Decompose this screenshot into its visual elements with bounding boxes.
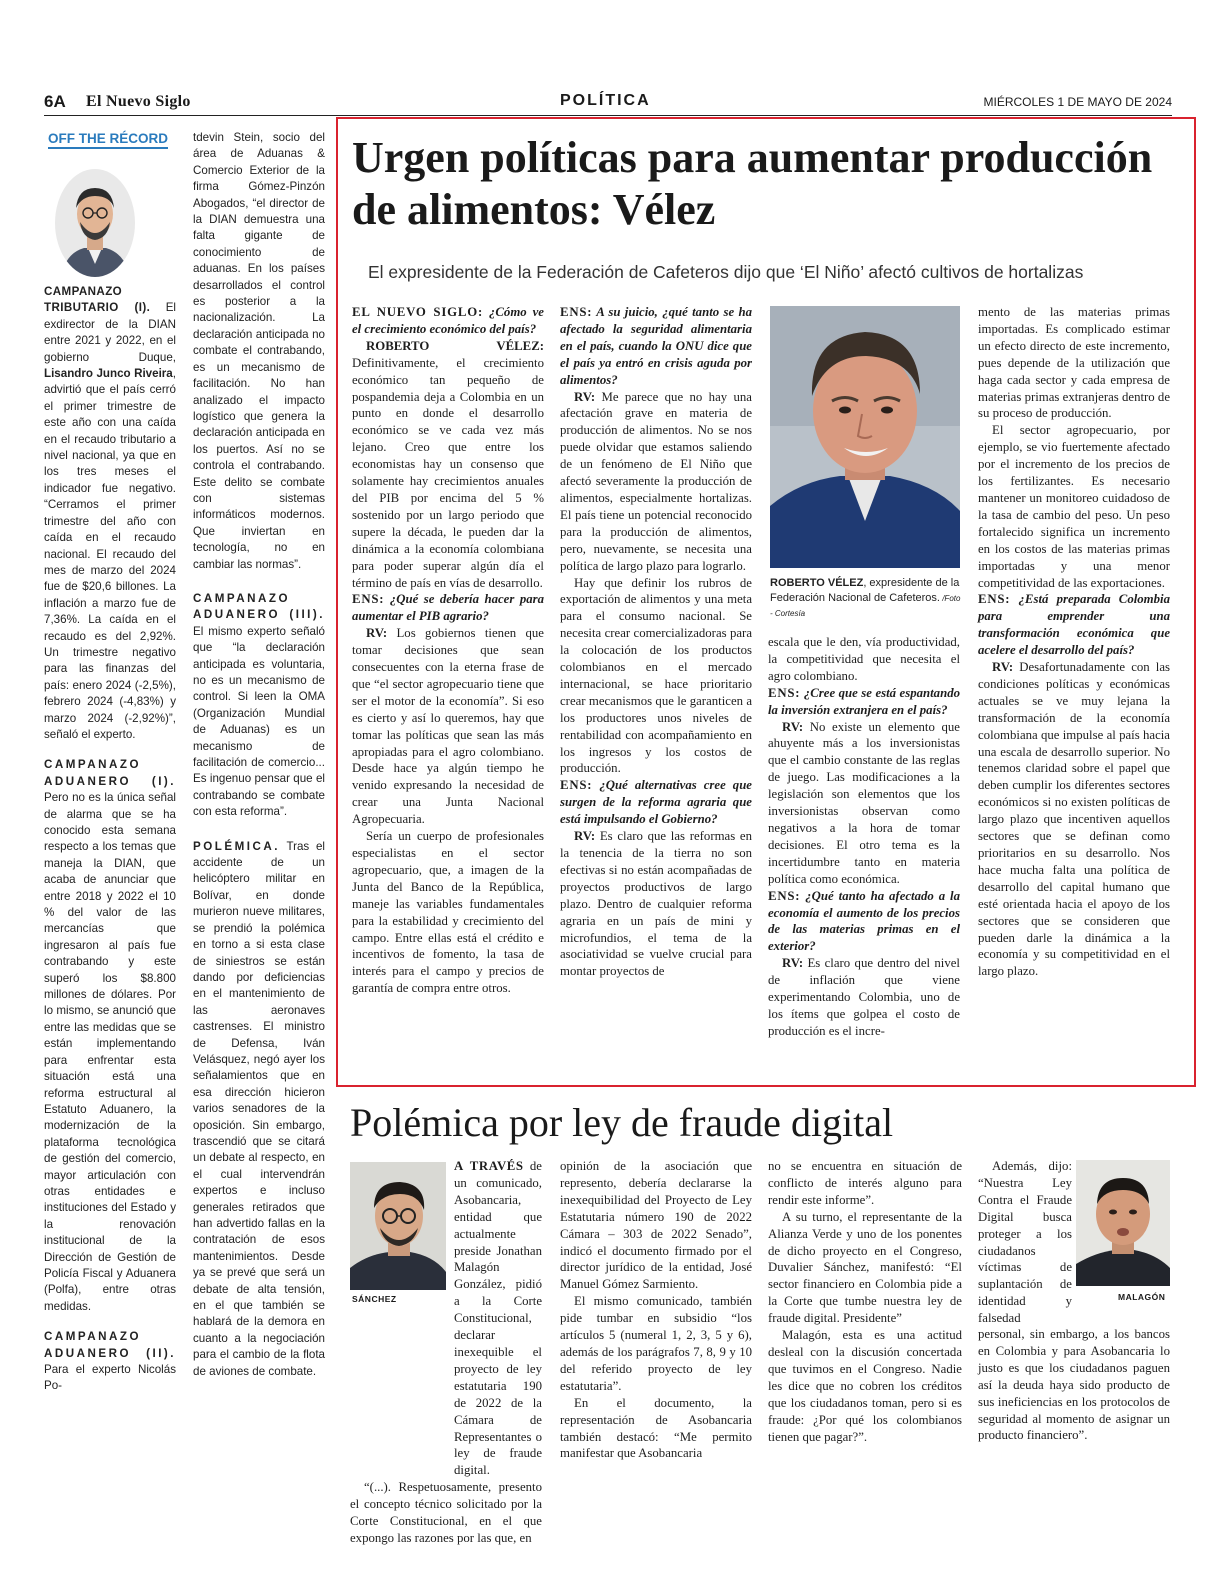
otr-lead: CAMPANAZO ADUANERO (II). [44,1330,176,1360]
otr-text: Tras el accidente de un helicóptero militar en Bolívar, en donde murieron nueve militares, se prendió la polémica en torno a si esta clase de siniestros se están dando por deficiencias en el mantenimiento de las aeronaves castrenses. El ministro de Defensa, Iván Velásquez, negó ayer los señalamientos que en esa dirección hicieron varios senadores de la oposición. Sin embargo, trascendió que se citará un debate al respecto, en el cual intervendrán expertos e incluso generales retirados que han advertido fallas en la contratación de esos mantenimientos. Desde ya se prevé que será un debate de alta tensión, en el que también se hablará de la demora en cuanto a la negociación para el cambio de la flota de aviones de combate. [193,839,325,1378]
question-text: ¿Qué alternativas cree que surgen de la reforma agraria que está impulsando el Gobierno? [560,778,752,827]
answer-text: Desafortunadamente con las condiciones políticas y económicas actuales se ve muy lejana la transformación de la economía colombiana que impulse al país hacia una escala de desarrollo superior. No tenemos claridad sobre el papel que deben cumplir los diferentes sectores económicos si no existen políticas de largo plazo que incentiven aquellos sectores que se definan como prioritarios en su desarrollo. Nos hace mucha falta una política de desarrollo del capital humano que esté orientada hacia el apoyo de los sectores que se consideren que pueden darle la dinámica a la economía y su competitividad en el largo plazo. [978,660,1170,979]
answer-text: Me parece que no hay una afectación grave en materia de producción de alimentos. No se nos puede olvidar que estamos saliendo de un fenómeno de El Niño que afectó severamente la producción de alimentos, especialmente hortalizas. El país tiene un potencial reconocido para la producción de alimentos, pero, nuevamente, se necesita una política de largo plazo para lograrlo. [560,389,752,573]
answer-continued: Hay que definir los rubros de exportación de alimentos y una meta para el consumo nacional. Se necesita crear comercializadoras para la colocación de los productos colombianos en el mercado internacional, se hace prioritario crear mecanismos que le garanticen a los productores unos niveles de rentabilidad con acompañamiento en los ingresos y los costos de producción. [560,575,752,776]
person-portrait-icon [54,168,136,278]
off-the-record-column-2 [193,130,325,1380]
question-speaker: ENS: [560,305,593,319]
second-headline: Polémica por ley de fraude digital [350,1100,894,1145]
answer [560,828,752,980]
off-the-record-label-wrap [48,130,168,149]
main-column-4 [978,304,1170,980]
main-dek: El expresidente de la Federación de Cafeteros dijo que ‘El Niño’ afectó cultivos de hortalizas [368,262,1084,282]
photo-caption [770,576,965,621]
answer [768,719,960,888]
roberto-velez-portrait-icon [770,306,960,568]
otr-name: Lisandro Junco Riveira [44,367,173,381]
answer [560,389,752,575]
question [560,304,752,389]
question [768,888,960,956]
answer-speaker: RV: [992,660,1014,675]
question-text: A su juicio, ¿qué tanto se ha afectado la seguridad alimentaria en el país, cuando la ONU dice que el país ya entró en crisis aguda por alimentos? [560,305,752,387]
otr-text: Para el experto Nicolás Po- [44,1363,176,1393]
masthead: El Nuevo Siglo [86,93,191,110]
question-speaker: ENS: [352,592,385,607]
paragraph: opinión de la asociación que represento, debería declararse la inexequibilidad del Proyecto de Ley Estatutaria número 190 de 2022 Cámara – 303 de 2022 Senado”, indicó el documento firmado por el director jurídico de la entidad, José Manuel Gómez Sarmiento. [560,1159,752,1292]
question [352,304,544,338]
answer-speaker: RV: [574,389,596,404]
otr-paragraph: tdevin Stein, socio del área de Aduanas & Comercio Exterior de la firma Gómez-Pinzón Abogados, “el director de la DIAN demuestra una falta gigante de conocimiento de aduanas. En los países desarrollados el control es posterior a la nacionalización. La declaración anticipada no combate el contrabando, es un mecanismo de facilitación. No han analizado el impacto logístico que genera la declaración anticipada en los puertos. Así no se controla el contrabando. Este delito se combate con sistemas informáticos modernos. Que inviertan en tecnología, no en cambiar las normas”. [193,131,325,571]
question-text: ¿Qué tanto ha afectado a la economía el aumento de los precios de las materias primas en el exterior? [768,888,960,954]
paragraph: A su turno, el representante de la Alianza Verde y uno de los ponentes de dicho proyecto en el Congreso, Duvalier Sánchez, manifestó: “El sector financiero en Colombia pide a la Corte que tumbe nuestra ley de fraude digital. Presidente” [768,1209,962,1326]
caption-credit: /Foto - Cortesía [770,594,961,618]
answer-speaker: ROBERTO VÉLEZ: [366,338,544,353]
malagon-portrait-icon [1076,1160,1170,1286]
question-text: ¿Qué se debería hacer para aumentar el PIB agrario? [352,592,544,624]
paragraph: personal, sin embargo, a los bancos en Colombia y para Asobancaria lo justo es que los ciudadanos paguen así la deuda haya sido producto de sus ineficiencias en los protocolos de seguridad al momento de asignar un producto financiero”. [978,1327,1170,1443]
second-column-4a [978,1158,1072,1327]
question-speaker: ENS: [560,778,593,793]
main-headline: Urgen políticas para aumentar producción de alimentos: Vélez [352,133,1153,234]
off-the-record-label: OFF THE RÉCORD [48,131,168,149]
question-text: ¿Cree que se está espantando la inversión extranjera en el país? [768,685,960,717]
lead-paragraph [350,1158,542,1479]
paragraph: no se encuentra en situación de conflicto de interés alguno para rendir este informe”. [768,1159,962,1207]
second-column-4b [978,1326,1170,1444]
otr-text: El exdirector de la DIAN entre 2021 y 2022, en el gobierno Duque, [44,301,177,364]
otr-paragraph [44,1329,176,1395]
lead-text: de un comunicado, Asobancaria, entidad que actualmente preside Jonathan Malagón González, pidió a la Corte Constitucional, declarar inexequible el proyecto de ley estatutaria 190 de 2022 de la Cámara de Representantes o ley de fraude digital. [454,1159,542,1478]
off-the-record-column-1 [44,284,176,1395]
second-column-1 [350,1158,542,1547]
otr-lead: POLÉMICA. [193,839,280,853]
paragraph: Malagón, esta es una actitud desleal con la discusión concertada que tuvimos en el Congreso. Nadie les dice que no cobren los créditos que los ciudadanos toman, pero si es fraude: ¿Por qué los colombianos tienen que pagar?”. [768,1328,962,1444]
answer-continued: El sector agropecuario, por ejemplo, se vio fuertemente afectado por el incremento de los precios de los fertilizantes. Es necesario mantener un monitoreo cuidadoso de la tasa de cambio del peso. Un peso fortalecido significa un incremento en los costos de las materias primas importadas y una menor competitividad de las exportaciones. [978,423,1170,590]
issue-date: MIÉRCOLES 1 DE MAYO DE 2024 [983,95,1172,109]
question [768,685,960,719]
answer-text: Es claro que las reformas en la tenencia de la tierra no son efectivas si no están acompañadas de proyectos productivos de largo plazo. Dentro de cualquier reforma agraria en un país de mini y microfundios, el tema de la asociatividad se vuelve crucial para montar proyectos de [560,829,752,979]
otr-text: , advirtió que el país cerró el primer trimestre de este año con una caída en el recaudo tributario a nivel nacional, ya que en los tres meses el indicador fue negativo. “Cerramos el primer trimestre del año con caída en el recaudo nacional. El recaudo del mes de marzo del 2024 fue de $20,6 billones. La inflación a marzo fue de 7,36%. La caída en el recaudo es del 2,92%. Un trimestre negativo para las finanzas del país: enero 2024 (-2,5%), febrero 2024 (-4,83%) y marzo 2024 (-2,92%)”, señaló el experto. [44,367,176,741]
answer [352,625,544,828]
answer-speaker: RV: [782,719,804,734]
answer-text: Los gobiernos tienen que tomar decisiones que sean consecuentes con la eterna frase de que “el sector agropecuario tiene que ser el motor de la economía”. Si eso es cierto y así lo queremos, hay que tomar las políticas que sean las más apropiadas para el agro colombiano. Desde hace ya algún tiempo he venido expresando la necesidad de crear una Junta Nacional Agropecuaria. [352,626,544,827]
otr-paragraph [193,591,325,821]
otr-lead: CAMPANAZO ADUANERO (III). [193,591,325,622]
second-column-3 [768,1158,962,1445]
question-speaker: ENS: [978,592,1011,607]
otr-paragraph [44,757,176,1315]
page-number: 6A [44,92,66,111]
otr-paragraph [44,284,176,743]
paragraph: Además, dijo: “Nuestra Ley Contra el Fraude Digital busca proteger a los ciudadanos víctimas de suplantación de identidad y falsedad [978,1159,1072,1326]
question-speaker: ENS: [768,888,801,903]
answer-speaker: RV: [366,626,388,641]
answer [352,338,544,592]
question-text: ¿Está preparada Colombia para emprender una transformación económica que acelere el desarrollo del país? [978,592,1170,658]
question [560,777,752,828]
second-column-2 [560,1158,752,1462]
question [978,591,1170,659]
lead-word: A TRAVÉS [454,1159,524,1173]
answer-speaker: RV: [782,956,804,971]
paragraph: En el documento, la representación de Asobancaria también destacó: “Me permito manifestar que Asobancaria [560,1395,752,1461]
question-speaker: EL NUEVO SIGLO: [352,305,484,319]
otr-text: El mismo experto señaló que “la declaración anticipada es voluntaria, no es un mecanismo de control. Si leen la OMA (Organización Mundial de Aduanas) es un mecanismo de facilitación de comercio... Es ingenuo pensar que el contrabando se combate con esta reforma”. [193,624,325,819]
answer-continued: escala que le den, vía productividad, la competitividad que necesita el agro colombiano. [768,635,960,683]
main-column-1 [352,304,544,997]
main-column-2 [560,304,752,980]
caption-name: ROBERTO VÉLEZ [770,577,864,589]
page-header [44,92,1172,116]
answer-speaker: RV: [574,829,596,844]
paragraph: “(...). Respetuosamente, presento el concepto técnico solicitado por la Corte Constitucional, en el que expongo las razones por las que, en [350,1480,542,1545]
main-column-3 [768,634,960,1040]
photo-caption-malagon: MALAGÓN [1118,1292,1166,1302]
answer-continued: mento de las materias primas importadas. Es complicado estimar un efecto directo de este incremento, pues depende de la utilización que haga cada sector y cada empresa de materias primas extranjeras dentro de su proceso de producción. [978,305,1170,421]
caption-text: , expresidente de la Federación Nacional de Cafeteros. [770,577,960,604]
question-speaker: ENS: [768,685,801,700]
answer [768,955,960,1040]
answer [978,659,1170,980]
otr-paragraph [193,839,325,1380]
answer-text: Definitivamente, el crecimiento económico tan pequeño de pospandemia deja a Colombia en un punto en donde el desarrollo económico se ve cada vez más lejano. Creo que entre los economistas hay un consenso que solamente hay crecimientos anuales del PIB por encima del 5 % sostenido por un largo periodo que supere la década, le pueden dar la dinámica a la economía colombiana para poder superar algún día el término de país en vías de desarrollo. [352,355,544,590]
otr-lead: CAMPANAZO TRIBUTARIO (I). [44,285,151,315]
question [352,591,544,625]
answer-text: Es claro que dentro del nivel de inflación que viene experimentando Colombia, uno de los ítems que golpea el costo de producción es el incre- [768,956,960,1038]
photo-caption-sanchez: SÁNCHEZ [352,1294,397,1304]
paragraph: El mismo comunicado, también pide tumbar en subsidio “los artículos 5 (numeral 1, 2, 3, 5 y 6), además de los parágrafos 7, 8, 9 y 10 del referido proyecto de ley estatutaria”. [560,1294,752,1393]
section-name: POLÍTICA [560,92,651,109]
question-text: ¿Cómo ve el crecimiento económico del país? [352,305,544,336]
otr-text: Pero no es la única señal de alarma que se ha conocido esta semana respecto a los temas que maneja la DIAN, que acaba de anunciar que entre 2018 y 2022 el 10 % del valor de las mercancías que ingresaron al país fue contrabando y este superó los $8.800 millones de dólares. Por lo mismo, se anunció que entre las medidas que se están implementando para enfrentar esta situación está una reforma estructural al Estatuto Aduanero, la modernización de la plataforma tecnológica de gestión del comercio, mayor articulación con otras entidades e instituciones del Estado y la renovación institucional de la Dirección de Gestión de Policía Fiscal y Aduanera (Polfa), entre otras medidas. [44,791,176,1313]
answer-text: No existe un elemento que ahuyente más a los inversionistas que el cambio constante de las reglas de juego. Las modificaciones a la legislación son elementos que los inversionistas observan como negativos a la hora de tomar decisiones. El otro tema es la incertidumbre tanto en materia política como económica. [768,719,960,886]
otr-lead: CAMPANAZO ADUANERO (I). [44,758,176,788]
answer-continued: Sería un cuerpo de profesionales especialistas en el sector agropecuario, que, a imagen de la Junta del Banco de la República, maneje las variables fundamentales para la estabilidad y crecimiento del campo. Entre ellas está el crédito e incentivos de fomento, la tasa de interés para el campo y precios de garantía de compra entre otros. [352,829,544,996]
